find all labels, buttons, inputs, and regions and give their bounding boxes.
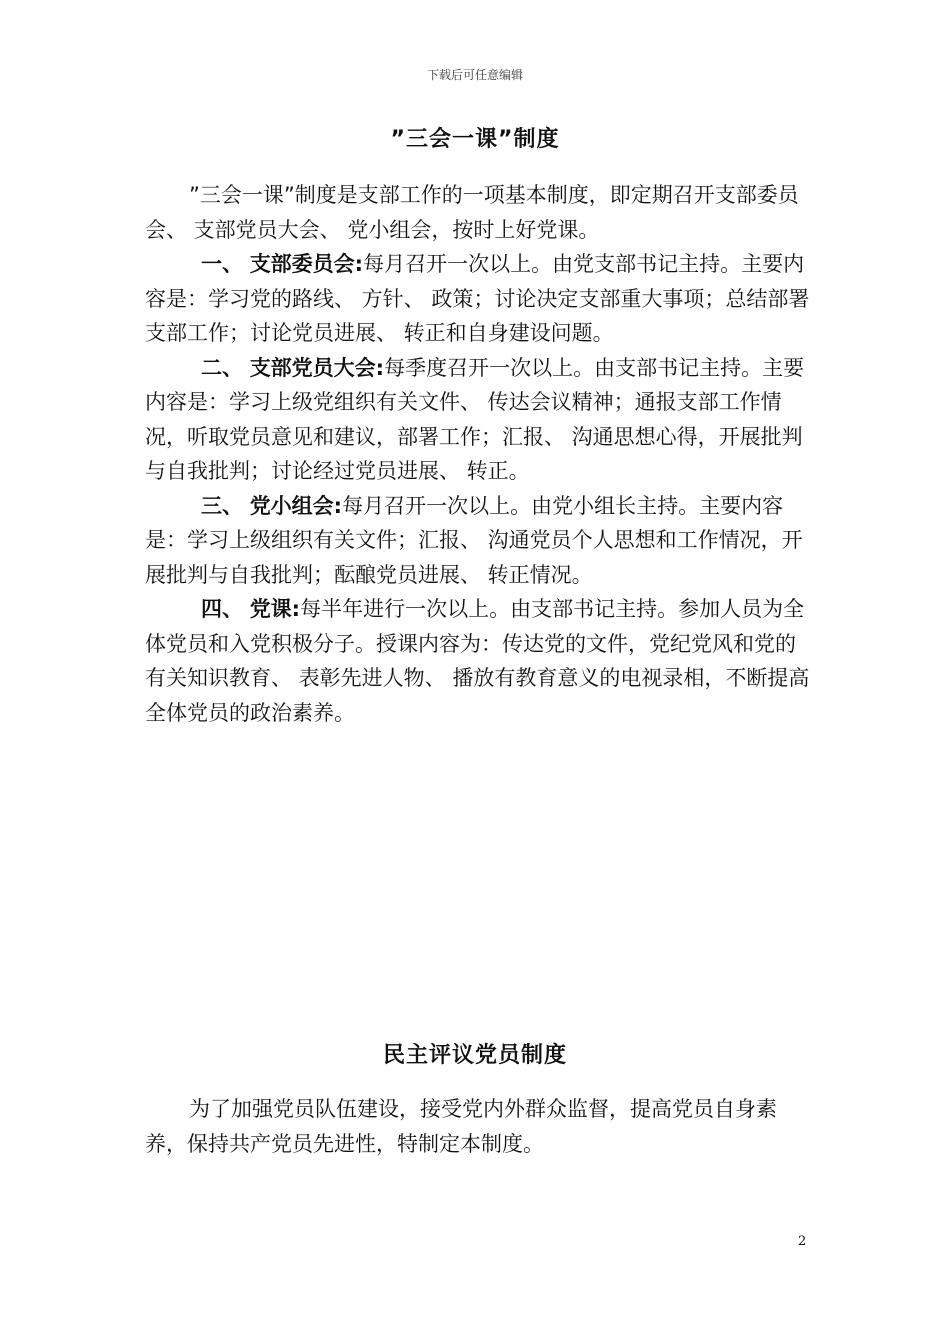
item-heading: 支部党员大会: [249, 355, 385, 380]
section1-item-2 [145, 351, 815, 489]
item-number: 一、 [201, 252, 243, 276]
item-heading: 党课: [249, 597, 301, 621]
section1-item-4 [145, 592, 815, 730]
item-text: 每半年进行一次以上。由支部书记主持。参加人员为全体党员和入党积极分子。授课内容为：传达党的文件，党纪党风和党的有关知识教育、 表彰先进人物、 播放有教育意义的电视录相，不断提高全体党员的政治素养。 [145, 597, 810, 725]
section1-item-3 [145, 489, 815, 593]
item-number: 四、 [201, 597, 243, 621]
item-heading: 支部委员会: [249, 252, 364, 276]
page-number: 2 [798, 1234, 807, 1249]
item-number: 二、 [201, 355, 243, 380]
header-note: 下载后可任意编辑 [426, 68, 523, 82]
item-number: 三、 [201, 493, 243, 518]
item-text: 每季度召开一次以上。由支部书记主持。主要内容是：学习上级党组织有关文件、 传达会议精神；通报支部工作情况，听取党员意见和建议，部署工作；汇报、 沟通思想心得，开展批判与自我批判；讨论经过党员进展、 转正。 [145, 355, 805, 483]
section1-item-1 [145, 247, 815, 351]
section2-body [145, 1092, 815, 1161]
section1-body [145, 178, 815, 730]
item-text: 每月召开一次以上。由党小组长主持。主要内容是：学习上级组织有关文件；汇报、 沟通党员个人思想和工作情况，开展批判与自我批判；酝酿党员进展、 转正情况。 [145, 493, 803, 587]
item-heading: 党小组会: [249, 493, 343, 518]
section2-intro: 为了加强党员队伍建设，接受党内外群众监督，提高党员自身素养，保持共产党员先进性，特制定本制度。 [145, 1097, 777, 1156]
section2-title: 民主评议党员制度 [382, 1043, 567, 1068]
section1-intro: ”三会一课”制度是支部工作的一项基本制度，即定期召开支部委员会、 支部党员大会、 党小组会，按时上好党课。 [145, 183, 799, 242]
item-text: 每月召开一次以上。由党支部书记主持。主要内容是：学习党的路线、 方针、 政策；讨论决定支部重大事项；总结部署支部工作；讨论党员进展、 转正和自身建设问题。 [145, 252, 810, 345]
section1-title: ”三会一课”制度 [390, 127, 560, 152]
